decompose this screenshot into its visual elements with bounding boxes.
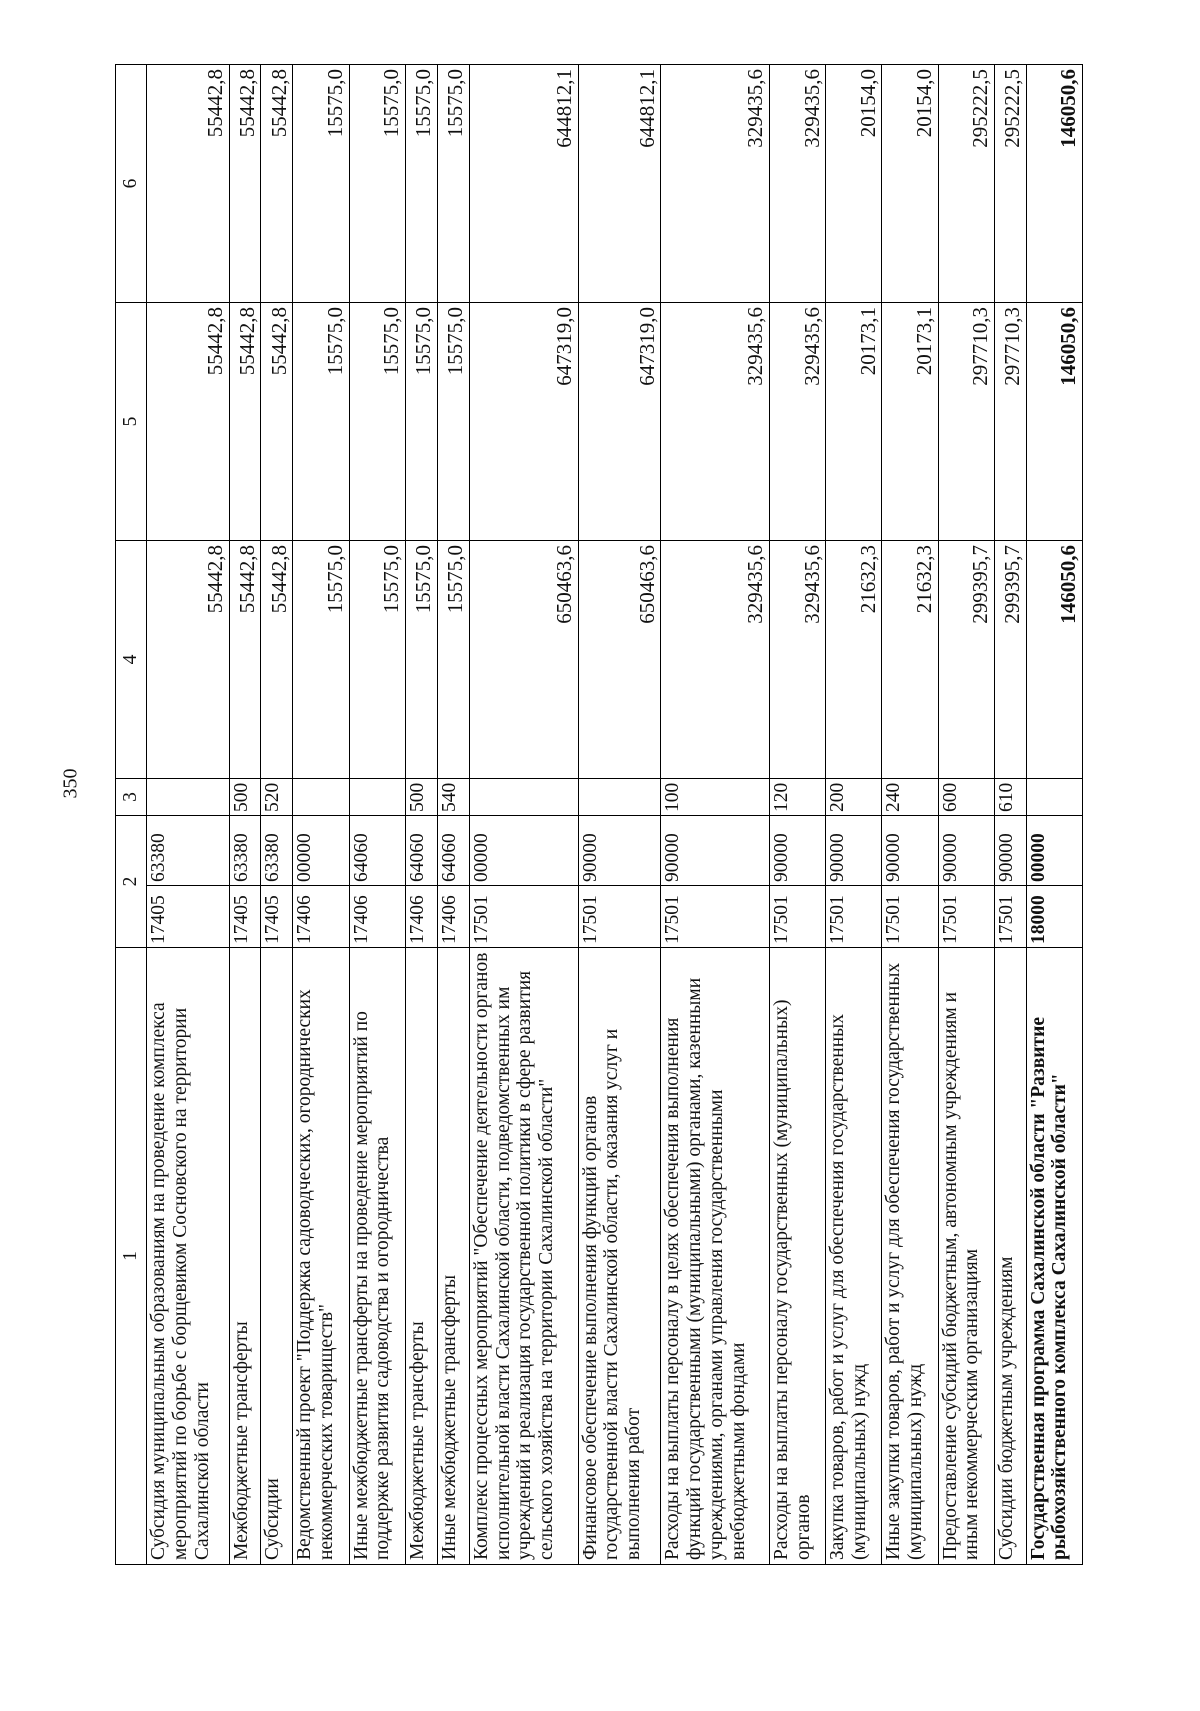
- table-row: [1026, 65, 1082, 1565]
- row-code-program-cell: 17501: [661, 886, 770, 948]
- row-code-program-cell: 17405: [147, 886, 230, 948]
- row-code-program-cell: 17501: [578, 886, 661, 948]
- row-name-cell: Субсидии: [261, 948, 293, 1565]
- row-value-col4-cell: 15575,0: [293, 541, 349, 779]
- row-expense-type-cell: [293, 779, 349, 816]
- row-expense-type-cell: 610: [994, 779, 1026, 816]
- row-expense-type-cell: 120: [769, 779, 825, 816]
- row-value-col5-cell: 55442,8: [261, 303, 293, 541]
- table-row: [349, 65, 405, 1565]
- budget-table: [115, 64, 1083, 1565]
- row-value-col5-cell: 329435,6: [661, 303, 770, 541]
- row-name-cell: Иные межбюджетные трансферты на проведение мероприятий по поддержке развития садоводства и огородничества: [349, 948, 405, 1565]
- row-expense-type-cell: 540: [437, 779, 469, 816]
- row-value-col4-cell: 21632,3: [826, 541, 882, 779]
- row-code-program-cell: 17406: [437, 886, 469, 948]
- row-value-col6-cell: 295222,5: [994, 65, 1026, 303]
- row-value-col5-cell: 15575,0: [437, 303, 469, 541]
- row-value-col5-cell: 20173,1: [882, 303, 938, 541]
- header-col-6: 6: [116, 65, 147, 303]
- row-name-cell: Ведомственный проект "Поддержка садоводческих, огороднических некоммерческих товариществ": [293, 948, 349, 1565]
- row-value-col6-cell: 329435,6: [769, 65, 825, 303]
- row-code-program-cell: 17406: [293, 886, 349, 948]
- row-code-direction-cell: 90000: [578, 816, 661, 886]
- row-code-direction-cell: 90000: [994, 816, 1026, 886]
- row-code-program-cell: 17501: [769, 886, 825, 948]
- table-row: [469, 65, 578, 1565]
- row-code-direction-cell: 90000: [882, 816, 938, 886]
- header-col-1: 1: [116, 948, 147, 1565]
- table-row: [405, 65, 437, 1565]
- table-row: [261, 65, 293, 1565]
- row-name-cell: Расходы на выплаты персоналу государственных (муниципальных) органов: [769, 948, 825, 1565]
- row-value-col5-cell: 329435,6: [769, 303, 825, 541]
- budget-table-sheet: [115, 65, 1083, 1565]
- row-code-program-cell: 17501: [994, 886, 1026, 948]
- row-value-col4-cell: 55442,8: [229, 541, 261, 779]
- row-value-col4-cell: 21632,3: [882, 541, 938, 779]
- row-code-program-cell: 18000: [1026, 886, 1082, 948]
- row-name-cell: Государственная программа Сахалинской области "Развитие рыбохозяйственного комплекса Сахалинской области": [1026, 948, 1082, 1565]
- row-expense-type-cell: 520: [261, 779, 293, 816]
- row-value-col4-cell: 15575,0: [405, 541, 437, 779]
- table-row: [826, 65, 882, 1565]
- row-expense-type-cell: [349, 779, 405, 816]
- row-value-col4-cell: 55442,8: [261, 541, 293, 779]
- row-code-program-cell: 17405: [261, 886, 293, 948]
- row-expense-type-cell: 200: [826, 779, 882, 816]
- row-value-col5-cell: 146050,6: [1026, 303, 1082, 541]
- header-col-4: 4: [116, 541, 147, 779]
- row-code-program-cell: 17501: [469, 886, 578, 948]
- row-code-program-cell: 17501: [938, 886, 994, 948]
- row-code-direction-cell: 63380: [229, 816, 261, 886]
- row-name-cell: Субсидии бюджетным учреждениям: [994, 948, 1026, 1565]
- row-name-cell: Предоставление субсидий бюджетным, автономным учреждениям и иным некоммерческим организациям: [938, 948, 994, 1565]
- row-code-direction-cell: 00000: [469, 816, 578, 886]
- row-expense-type-cell: 500: [405, 779, 437, 816]
- row-code-direction-cell: 00000: [1026, 816, 1082, 886]
- row-code-direction-cell: 64060: [349, 816, 405, 886]
- row-value-col6-cell: 644812,1: [469, 65, 578, 303]
- row-value-col6-cell: 55442,8: [261, 65, 293, 303]
- row-value-col5-cell: 15575,0: [293, 303, 349, 541]
- row-value-col6-cell: 644812,1: [578, 65, 661, 303]
- row-value-col4-cell: 299395,7: [994, 541, 1026, 779]
- table-row: [293, 65, 349, 1565]
- header-col-2: 2: [116, 816, 147, 948]
- table-row: [437, 65, 469, 1565]
- row-value-col5-cell: 297710,3: [938, 303, 994, 541]
- row-code-program-cell: 17405: [229, 886, 261, 948]
- row-name-cell: Финансовое обеспечение выполнения функций органов государственной власти Сахалинской области, оказания услуг и выполнения работ: [578, 948, 661, 1565]
- row-value-col6-cell: 20154,0: [882, 65, 938, 303]
- row-value-col4-cell: 299395,7: [938, 541, 994, 779]
- row-name-cell: Комплекс процессных мероприятий "Обеспечение деятельности органов исполнительной власти Сахалинской области, подведомственных им учреждений и реализация государственной политики в сфере развития сельского хозяйства на территории Сахалинской области": [469, 948, 578, 1565]
- table-row: [147, 65, 230, 1565]
- row-value-col5-cell: 647319,0: [469, 303, 578, 541]
- row-code-direction-cell: 64060: [405, 816, 437, 886]
- row-code-program-cell: 17501: [882, 886, 938, 948]
- row-expense-type-cell: [1026, 779, 1082, 816]
- row-code-direction-cell: 00000: [293, 816, 349, 886]
- row-expense-type-cell: [578, 779, 661, 816]
- row-value-col4-cell: 15575,0: [437, 541, 469, 779]
- row-expense-type-cell: 240: [882, 779, 938, 816]
- table-row: [229, 65, 261, 1565]
- row-value-col5-cell: 15575,0: [405, 303, 437, 541]
- row-value-col6-cell: 146050,6: [1026, 65, 1082, 303]
- row-value-col5-cell: 55442,8: [147, 303, 230, 541]
- row-expense-type-cell: 500: [229, 779, 261, 816]
- row-name-cell: Межбюджетные трансферты: [229, 948, 261, 1565]
- row-value-col5-cell: 15575,0: [349, 303, 405, 541]
- row-value-col6-cell: 55442,8: [229, 65, 261, 303]
- table-row: [994, 65, 1026, 1565]
- row-code-direction-cell: 63380: [147, 816, 230, 886]
- row-value-col4-cell: 650463,6: [469, 541, 578, 779]
- table-row: [882, 65, 938, 1565]
- row-value-col6-cell: 15575,0: [437, 65, 469, 303]
- row-value-col5-cell: 20173,1: [826, 303, 882, 541]
- row-code-direction-cell: 63380: [261, 816, 293, 886]
- row-value-col4-cell: 55442,8: [147, 541, 230, 779]
- row-value-col4-cell: 15575,0: [349, 541, 405, 779]
- row-code-direction-cell: 64060: [437, 816, 469, 886]
- row-code-direction-cell: 90000: [826, 816, 882, 886]
- row-value-col5-cell: 55442,8: [229, 303, 261, 541]
- row-value-col4-cell: 329435,6: [661, 541, 770, 779]
- row-expense-type-cell: 100: [661, 779, 770, 816]
- table-row: [578, 65, 661, 1565]
- row-name-cell: Субсидия муниципальным образованиям на проведение комплекса мероприятий по борьбе с борщевиком Сосновского на территории Сахалинской области: [147, 948, 230, 1565]
- row-code-program-cell: 17406: [349, 886, 405, 948]
- row-value-col6-cell: 15575,0: [349, 65, 405, 303]
- row-code-program-cell: 17501: [826, 886, 882, 948]
- row-code-program-cell: 17406: [405, 886, 437, 948]
- row-name-cell: Иные закупки товаров, работ и услуг для обеспечения государственных (муниципальных) нужд: [882, 948, 938, 1565]
- table-row: [769, 65, 825, 1565]
- table-row: [938, 65, 994, 1565]
- row-code-direction-cell: 90000: [769, 816, 825, 886]
- header-col-5: 5: [116, 303, 147, 541]
- row-name-cell: Иные межбюджетные трансферты: [437, 948, 469, 1565]
- row-value-col5-cell: 647319,0: [578, 303, 661, 541]
- row-name-cell: Закупка товаров, работ и услуг для обеспечения государственных (муниципальных) нужд: [826, 948, 882, 1565]
- row-code-direction-cell: 90000: [938, 816, 994, 886]
- row-name-cell: Межбюджетные трансферты: [405, 948, 437, 1565]
- header-col-3: 3: [116, 779, 147, 816]
- row-expense-type-cell: [147, 779, 230, 816]
- row-value-col6-cell: 20154,0: [826, 65, 882, 303]
- row-value-col4-cell: 650463,6: [578, 541, 661, 779]
- row-value-col4-cell: 146050,6: [1026, 541, 1082, 779]
- row-value-col6-cell: 329435,6: [661, 65, 770, 303]
- header-row: [116, 65, 147, 1565]
- row-value-col6-cell: 295222,5: [938, 65, 994, 303]
- row-value-col6-cell: 15575,0: [293, 65, 349, 303]
- row-expense-type-cell: [469, 779, 578, 816]
- page-number: 350: [59, 768, 82, 799]
- row-name-cell: Расходы на выплаты персоналу в целях обеспечения выполнения функций государственными (муниципальными) органами, казенными учреждениями, органами управления государственными внебюджетными фондами: [661, 948, 770, 1565]
- row-expense-type-cell: 600: [938, 779, 994, 816]
- row-value-col4-cell: 329435,6: [769, 541, 825, 779]
- row-value-col6-cell: 55442,8: [147, 65, 230, 303]
- table-row: [661, 65, 770, 1565]
- row-value-col5-cell: 297710,3: [994, 303, 1026, 541]
- row-value-col6-cell: 15575,0: [405, 65, 437, 303]
- row-code-direction-cell: 90000: [661, 816, 770, 886]
